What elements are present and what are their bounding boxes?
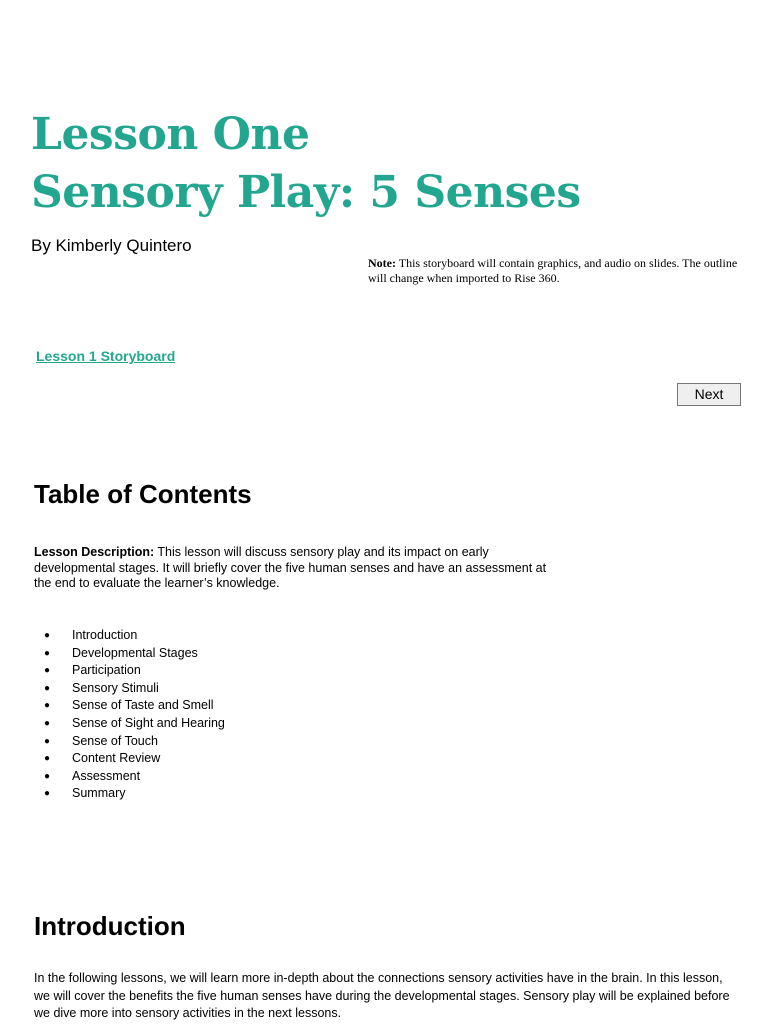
toc-item-label: Sense of Touch [72, 733, 158, 748]
description-label: Lesson Description: [34, 545, 155, 559]
toc-item-content-review [34, 750, 225, 768]
toc-heading: Table of Contents [34, 479, 252, 509]
storyboard-note [368, 256, 738, 286]
title-line-1: Lesson One [31, 109, 310, 160]
toc-item-participation [34, 662, 225, 680]
description-text: This lesson will discuss sensory play and its impact on early developmental stages. It will briefly cover the five human senses and have an assessment at the end to evaluate the learner’s knowledge. [34, 545, 547, 590]
page-title [31, 106, 581, 222]
toc-item-touch [34, 733, 225, 751]
toc-item-label: Summary [72, 786, 126, 801]
toc-item-label: Content Review [72, 751, 161, 766]
introduction-heading: Introduction [34, 911, 186, 941]
bullet: ● [44, 647, 51, 659]
bullet: ● [44, 770, 51, 782]
toc-item-summary [34, 785, 225, 803]
toc-item-introduction [34, 627, 225, 645]
toc-item-label: Participation [72, 663, 141, 678]
note-label: Note: [368, 256, 396, 270]
toc-item-label: Assessment [72, 768, 141, 783]
toc-item-assessment [34, 768, 225, 786]
next-button[interactable]: Next [677, 383, 741, 406]
toc-list [34, 627, 225, 803]
toc-item-sensory-stimuli [34, 680, 225, 698]
toc-item-label: Developmental Stages [72, 645, 198, 660]
toc-item-label: Sense of Taste and Smell [72, 698, 214, 713]
introduction-text: In the following lessons, we will learn more in-depth about the connections sensory activities have in the brain. In this lesson, we will cover the benefits the five human senses have during the developmental stages. Sensory play will be explained before we dive more into sensory activities in the next lessons. [34, 971, 730, 1020]
lesson-description [34, 545, 554, 592]
bullet: ● [44, 788, 51, 800]
bullet: ● [44, 700, 51, 712]
author-byline: By Kimberly Quintero [31, 236, 192, 255]
storyboard-link[interactable]: Lesson 1 Storyboard [36, 348, 176, 364]
bullet: ● [44, 717, 51, 729]
toc-item-label: Introduction [72, 628, 138, 642]
toc-item-sight-hearing [34, 715, 225, 733]
bullet: ● [44, 753, 51, 765]
bullet: ● [44, 735, 51, 747]
title-line-2: Sensory Play: 5 Senses [31, 167, 581, 218]
toc-item-developmental-stages [34, 645, 225, 663]
toc-item-label: Sensory Stimuli [72, 680, 159, 695]
toc-item-label: Sense of Sight and Hearing [72, 715, 225, 730]
toc-item-taste-smell [34, 697, 225, 715]
bullet: ● [44, 682, 51, 694]
bullet: ● [44, 665, 51, 677]
note-text: This storyboard will contain graphics, and audio on slides. The outline will change when imported to Rise 360. [368, 256, 738, 285]
bullet: ● [44, 630, 51, 641]
